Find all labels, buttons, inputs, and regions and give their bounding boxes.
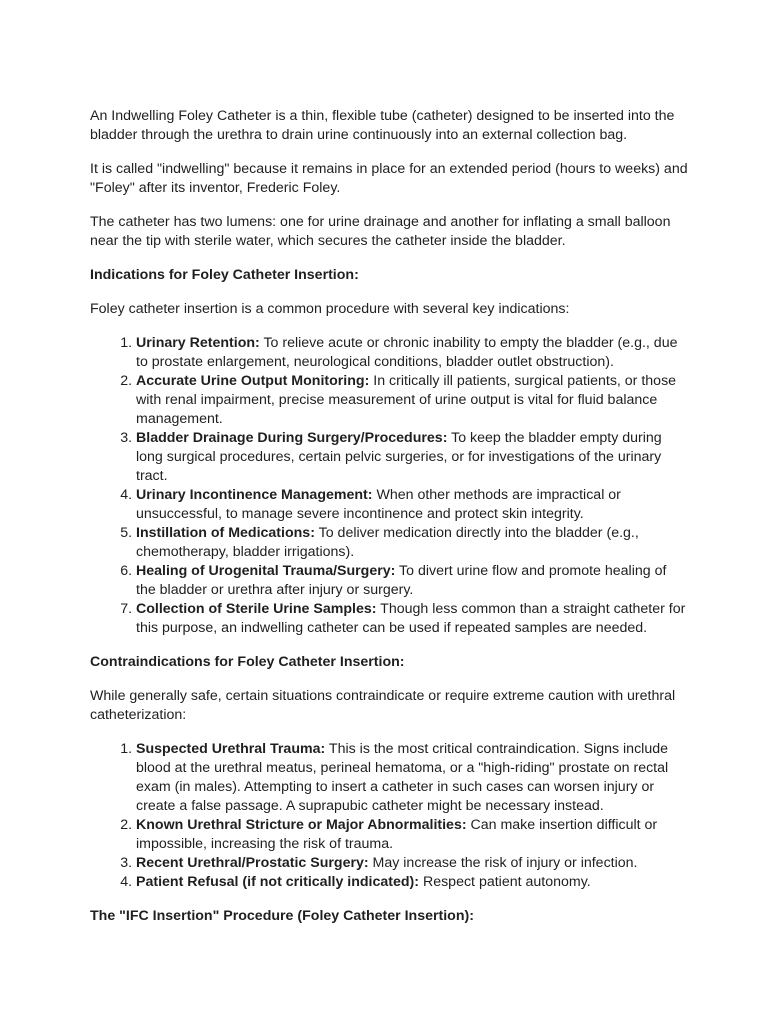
list-item-term: Instillation of Medications: bbox=[136, 525, 315, 541]
list-item-term: Healing of Urogenital Trauma/Surgery: bbox=[136, 563, 396, 579]
list-item-term: Recent Urethral/Prostatic Surgery: bbox=[136, 855, 369, 871]
list-item-term: Patient Refusal (if not critically indicated): bbox=[136, 874, 420, 890]
list-item bbox=[136, 740, 688, 816]
intro-paragraph-3: The catheter has two lumens: one for urine drainage and another for inflating a small balloon near the tip with sterile water, which secures the catheter inside the bladder. bbox=[90, 214, 671, 249]
indications-heading: Indications for Foley Catheter Insertion: bbox=[90, 267, 359, 283]
intro-paragraph-2: It is called "indwelling" because it remains in place for an extended period (hours to weeks) and "Foley" after its inventor, Frederic Foley. bbox=[90, 161, 688, 196]
list-item-text: Though less common than a straight catheter for this purpose, an indwelling catheter can be used if repeated samples are needed. bbox=[136, 601, 686, 636]
list-item bbox=[136, 600, 688, 638]
list-item-term: Known Urethral Stricture or Major Abnormalities: bbox=[136, 817, 467, 833]
list-item-text: In critically ill patients, surgical patients, or those with renal impairment, precise measurement of urine output is vital for fluid balance management. bbox=[136, 373, 677, 427]
list-item-term: Suspected Urethral Trauma: bbox=[136, 741, 326, 757]
list-item bbox=[136, 816, 688, 854]
list-item-term: Urinary Retention: bbox=[136, 335, 260, 351]
list-item-text: To relieve acute or chronic inability to empty the bladder (e.g., due to prostate enlargement, neurological conditions, bladder outlet obstruction). bbox=[136, 335, 678, 370]
list-item-term: Collection of Sterile Urine Samples: bbox=[136, 601, 377, 617]
list-item bbox=[136, 562, 688, 600]
list-item-text: To deliver medication directly into the bladder (e.g., chemotherapy, bladder irrigations). bbox=[136, 525, 639, 560]
contraindications-heading: Contraindications for Foley Catheter Insertion: bbox=[90, 654, 405, 670]
list-item-text: To divert urine flow and promote healing of the bladder or urethra after injury or surgery. bbox=[136, 563, 667, 598]
list-item-text: Can make insertion difficult or impossible, increasing the risk of trauma. bbox=[136, 817, 658, 852]
list-item bbox=[136, 486, 688, 524]
list-item bbox=[136, 854, 688, 873]
list-item bbox=[136, 524, 688, 562]
list-item bbox=[136, 334, 688, 372]
list-item-text: When other methods are impractical or unsuccessful, to manage severe incontinence and protect skin integrity. bbox=[136, 487, 621, 522]
list-item-term: Bladder Drainage During Surgery/Procedures: bbox=[136, 430, 448, 446]
document-page bbox=[90, 107, 688, 941]
list-item-text: Respect patient autonomy. bbox=[419, 874, 591, 890]
list-item bbox=[136, 372, 688, 429]
indications-list bbox=[90, 334, 688, 638]
list-item-term: Urinary Incontinence Management: bbox=[136, 487, 373, 503]
list-item bbox=[136, 873, 688, 892]
intro-paragraph-1: An Indwelling Foley Catheter is a thin, flexible tube (catheter) designed to be inserted into the bladder through the urethra to drain urine continuously into an external collection bag. bbox=[90, 108, 675, 143]
contraindications-lead: While generally safe, certain situations contraindicate or require extreme caution with urethral catheterization: bbox=[90, 688, 676, 723]
indications-lead: Foley catheter insertion is a common procedure with several key indications: bbox=[90, 301, 570, 317]
list-item-text: This is the most critical contraindication. Signs include blood at the urethral meatus, perineal hematoma, or a "high-riding" prostate on rectal exam (in males). Attempting to insert a catheter in such cases can worsen injury or create a false passage. A suprapubic catheter might be necessary instead. bbox=[136, 741, 669, 814]
list-item-text: May increase the risk of injury or infection. bbox=[368, 855, 638, 871]
contraindications-list bbox=[90, 740, 688, 892]
procedure-heading: The "IFC Insertion" Procedure (Foley Catheter Insertion): bbox=[90, 908, 474, 924]
list-item-text: To keep the bladder empty during long surgical procedures, certain pelvic surgeries, or for investigations of the urinary tract. bbox=[136, 430, 662, 484]
list-item bbox=[136, 429, 688, 486]
list-item-term: Accurate Urine Output Monitoring: bbox=[136, 373, 370, 389]
